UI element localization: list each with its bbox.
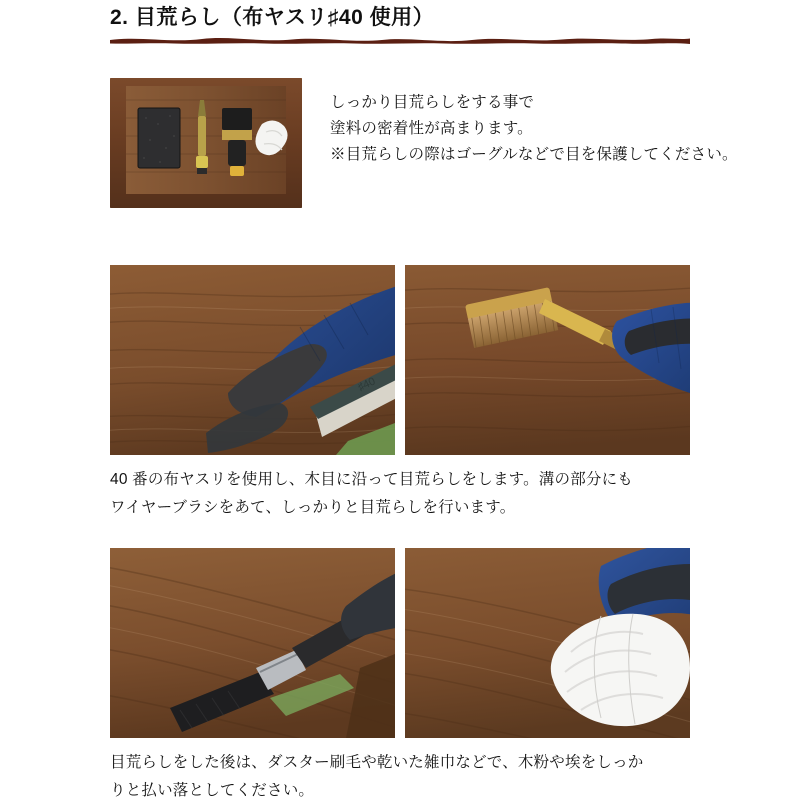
caption-row-2 xyxy=(110,749,690,800)
step-row-1 xyxy=(110,265,690,522)
caption-1-line-2: ワイヤーブラシをあて、しっかりと目荒らしを行います。 xyxy=(110,499,516,516)
intro-line-2: 塗料の密着性が高まります。 xyxy=(330,120,533,137)
photo-wire-brush-groove xyxy=(405,265,690,455)
header-divider-brushstroke xyxy=(110,34,690,45)
caption-row-1 xyxy=(110,466,690,522)
intro-text xyxy=(330,90,800,168)
photo-pair-1 xyxy=(110,265,690,455)
photo-sanding-deck xyxy=(110,265,395,455)
photo-duster-brush xyxy=(110,548,395,738)
intro-line-1: しっかり目荒らしをする事で xyxy=(330,94,535,111)
svg-text:♯40: ♯40 xyxy=(356,375,378,394)
section-header xyxy=(110,0,690,48)
photo-dry-cloth-wipe xyxy=(405,548,690,738)
caption-2-line-2: りと払い落としてください。 xyxy=(110,782,315,799)
tools-photo xyxy=(110,78,302,208)
step-row-2 xyxy=(110,548,690,800)
intro-line-3: ※目荒らしの際はゴーグルなどで目を保護してください。 xyxy=(330,146,738,163)
page-title: 2. 目荒らし（布ヤスリ♯40 使用） xyxy=(110,6,435,29)
intro-block xyxy=(110,78,738,208)
caption-1-line-1: 40 番の布ヤスリを使用し、木目に沿って目荒らしをします。溝の部分にも xyxy=(110,471,633,488)
photo-pair-2 xyxy=(110,548,690,738)
caption-2-line-1: 目荒らしをした後は、ダスター刷毛や乾いた雑巾などで、木粉や埃をしっか xyxy=(110,754,644,771)
